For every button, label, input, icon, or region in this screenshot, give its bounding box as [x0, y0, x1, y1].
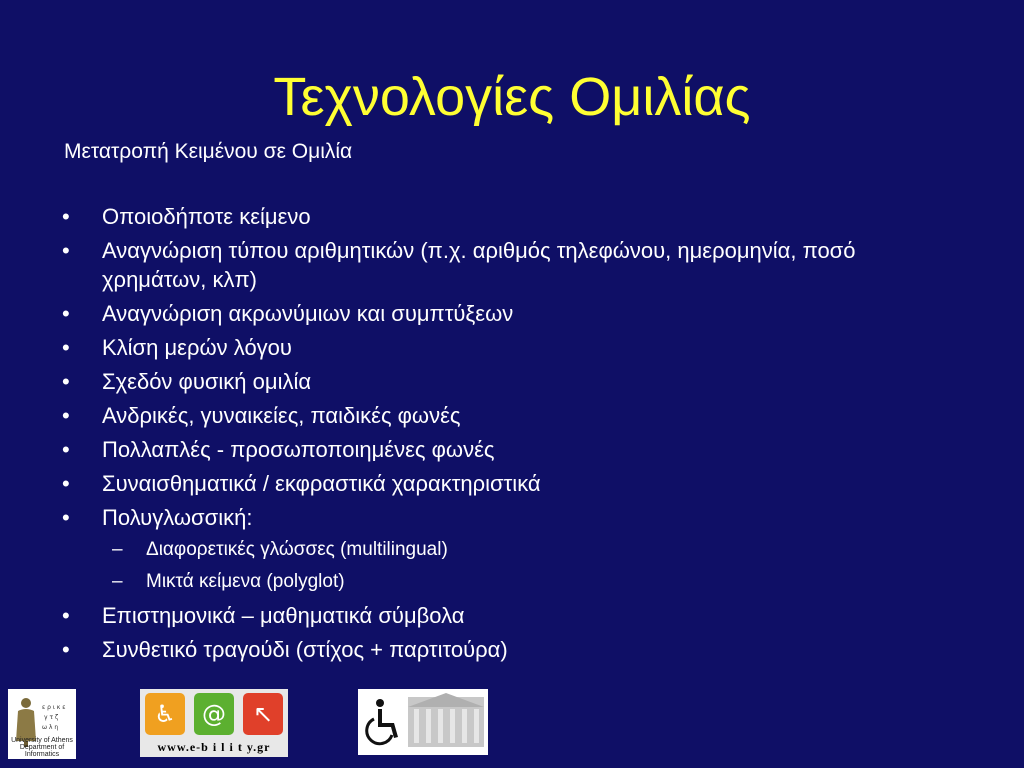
- bullet-text: Επιστημονικά – μαθηματικά σύμβολα: [102, 603, 465, 628]
- bullet-marker: •: [62, 637, 70, 662]
- bullet-text: Αναγνώριση ακρωνύμιων και συμπτύξεων: [102, 301, 514, 326]
- bullet-list: [62, 202, 962, 669]
- bullet-marker: •: [62, 437, 70, 462]
- bullet-item: [62, 367, 962, 396]
- sub-bullet-item: [62, 569, 962, 595]
- slide-title: Τεχνολογίες Ομιλίας: [273, 67, 751, 127]
- bullet-marker: •: [62, 301, 70, 326]
- bullet-item: [62, 469, 962, 498]
- sub-bullet-item: [62, 537, 962, 563]
- university-logo: [8, 689, 76, 759]
- bullet-marker: •: [62, 603, 70, 628]
- dash-marker: –: [112, 539, 123, 560]
- university-label: University of Athens Department of Informatics: [11, 737, 73, 758]
- bullet-text: Πολλαπλές - προσωποποιημένες φωνές: [102, 437, 495, 462]
- bullet-text: Αναγνώριση τύπου αριθμητικών (π.χ. αριθμός τηλεφώνου, ημερομηνία, ποσό χρημάτων, κλπ): [102, 238, 856, 292]
- bullet-text: Πολυγλωσσική:: [102, 505, 253, 530]
- accessible-building-icon: [358, 689, 488, 755]
- bullet-text: Κλίση μερών λόγου: [102, 335, 292, 360]
- bullet-item: [62, 435, 962, 464]
- accessibility-logo: [358, 689, 488, 755]
- dash-marker: –: [112, 571, 123, 592]
- bullet-marker: •: [62, 403, 70, 428]
- bullet-text: Μικτά κείμενα (polyglot): [146, 571, 345, 592]
- cursor-icon: ↖: [243, 693, 283, 735]
- at-sign-icon: @: [194, 693, 234, 735]
- bullet-marker: •: [62, 505, 70, 530]
- bullet-item: [62, 601, 962, 630]
- bullet-text: Οποιοδήποτε κείμενο: [102, 204, 311, 229]
- bullet-item: [62, 299, 962, 328]
- bullet-item: [62, 333, 962, 362]
- slide-subtitle: Μετατροπή Κειμένου σε Ομιλία: [64, 140, 353, 163]
- bullet-item: [62, 236, 962, 294]
- bullet-text: Συνθετικό τραγούδι (στίχος + παρτιτούρα): [102, 637, 508, 662]
- bullet-marker: •: [62, 369, 70, 394]
- bullet-marker: •: [62, 204, 70, 229]
- wheelchair-icon: ♿: [145, 693, 185, 735]
- bullet-item: [62, 202, 962, 231]
- bullet-text: Ανδρικές, γυναικείες, παιδικές φωνές: [102, 403, 461, 428]
- bullet-text: Διαφορετικές γλώσσες (multilingual): [146, 539, 448, 560]
- bullet-marker: •: [62, 471, 70, 496]
- bullet-item: [62, 401, 962, 430]
- ebility-url: www.e-b i l i t y.gr: [157, 740, 271, 754]
- bullet-marker: •: [62, 238, 70, 263]
- ebility-logo: [140, 689, 288, 757]
- bullet-item: [62, 635, 962, 664]
- svg-text:ω λ η: ω λ η: [42, 724, 59, 731]
- bullet-text: Συναισθηματικά / εκφραστικά χαρακτηριστικά: [102, 471, 541, 496]
- bullet-item: [62, 503, 962, 532]
- bullet-text: Σχεδόν φυσική ομιλία: [102, 369, 312, 394]
- svg-text:γ τ ζ: γ τ ζ: [44, 714, 59, 721]
- bullet-marker: •: [62, 335, 70, 360]
- svg-text:ε ρ ι κ ε: ε ρ ι κ ε: [42, 704, 66, 711]
